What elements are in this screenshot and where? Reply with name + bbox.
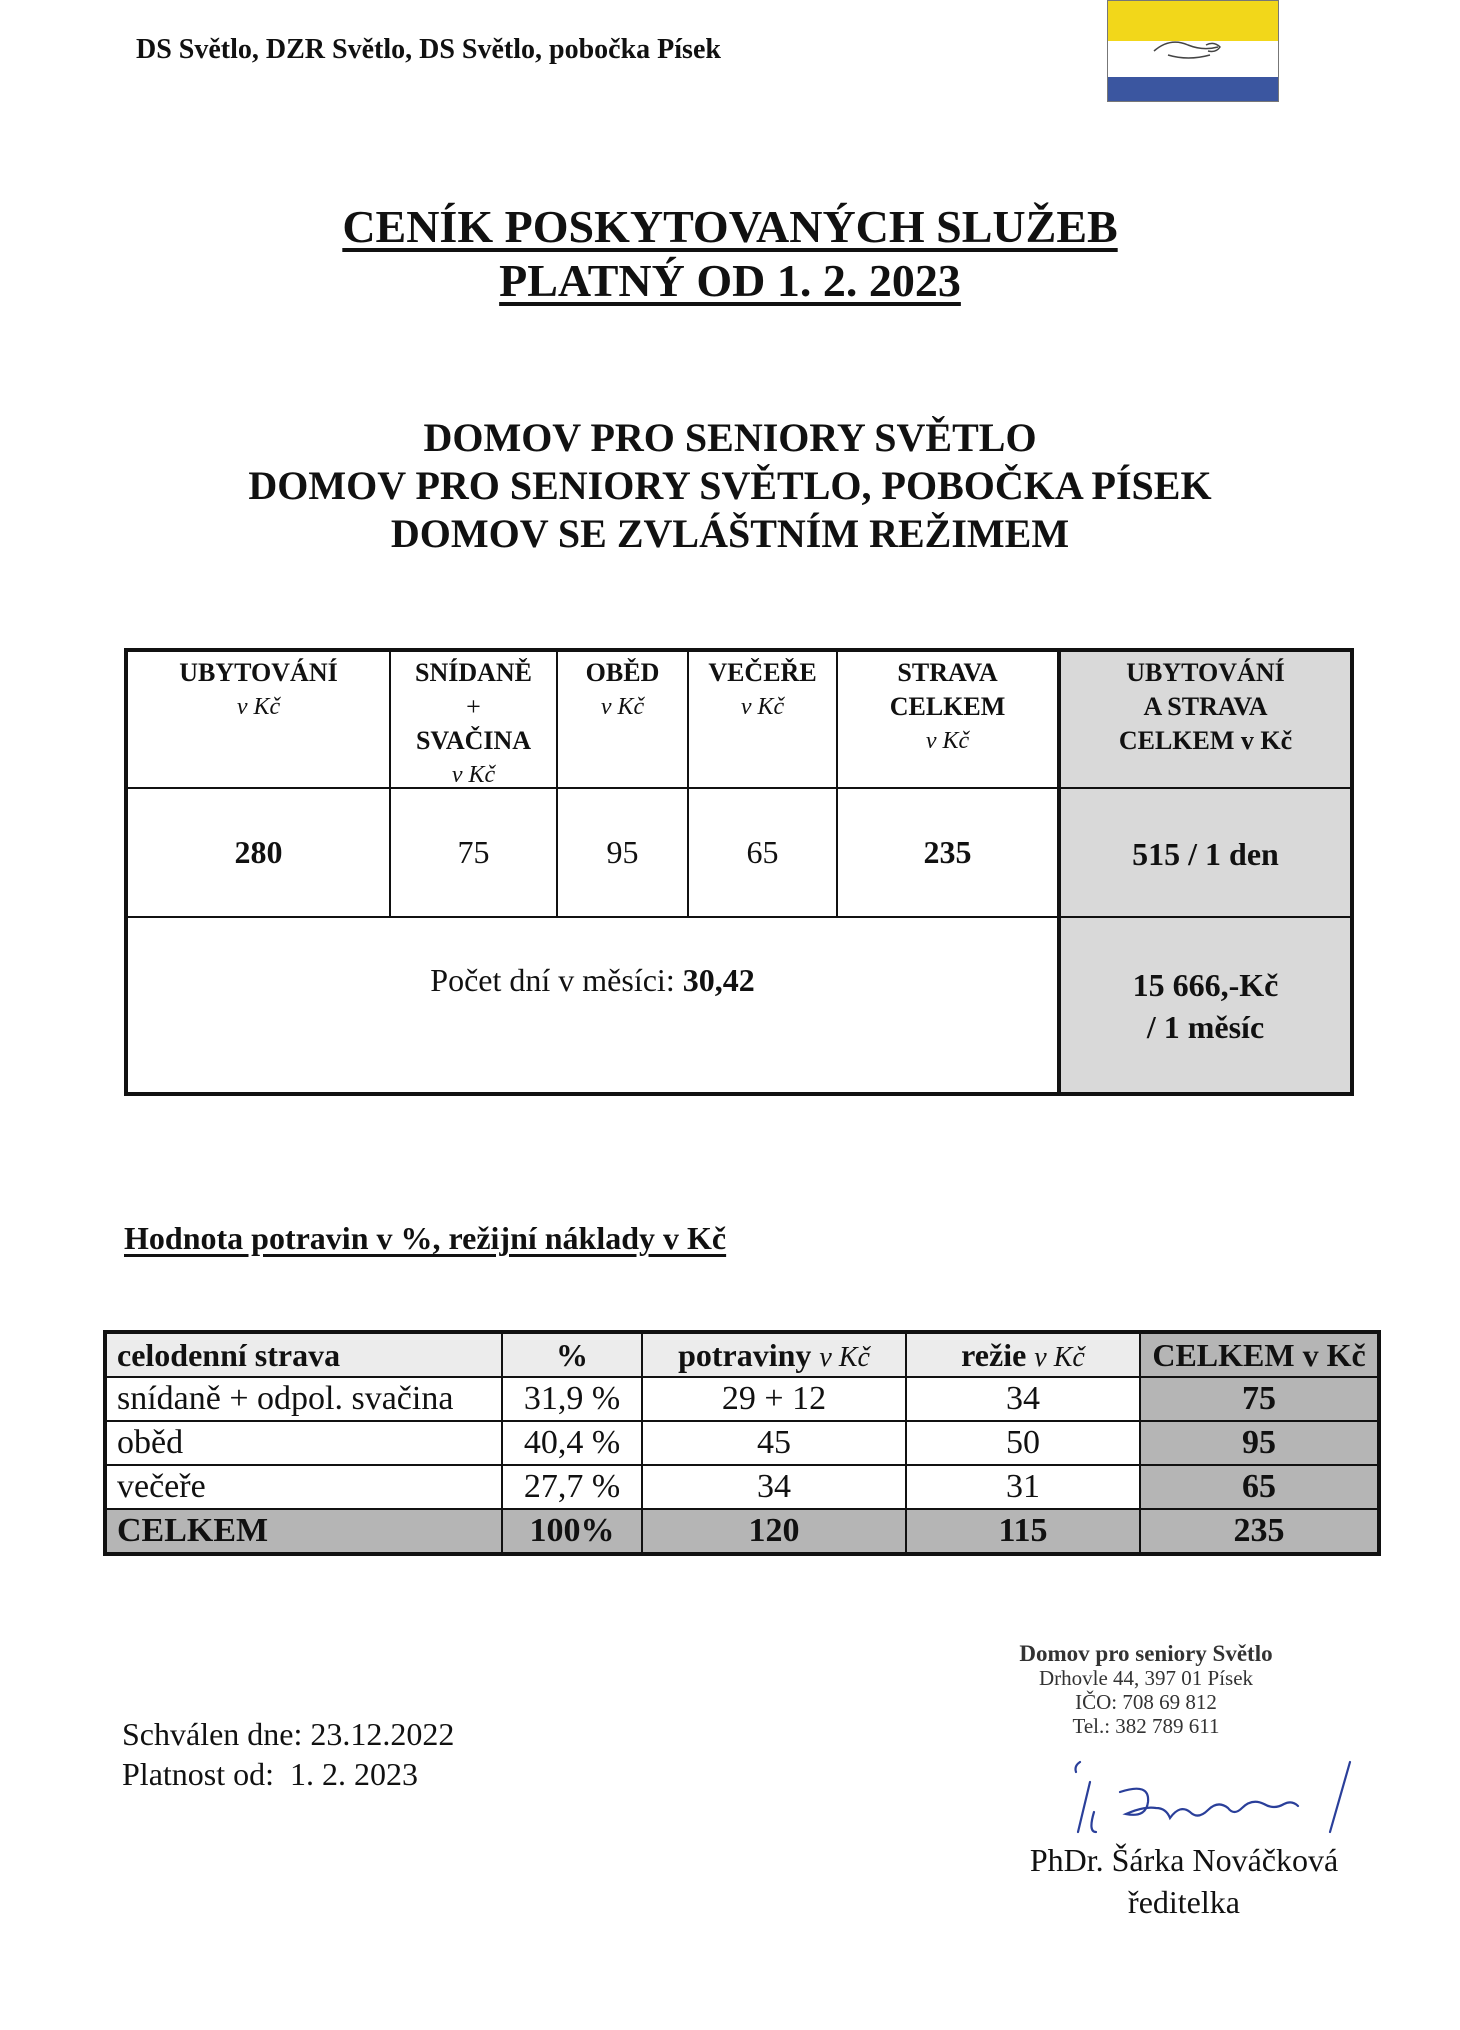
col-percent: % xyxy=(502,1332,642,1377)
days-in-month xyxy=(128,962,1057,999)
page-title-validity: PLATNÝ OD 1. 2. 2023 xyxy=(499,255,961,306)
facility-name: DOMOV PRO SENIORY SVĚTLO xyxy=(423,415,1037,460)
director-role: ředitelka xyxy=(1128,1884,1240,1920)
header-food-total: STRAVA CELKEM v Kč xyxy=(889,658,1006,754)
col-overhead: režie v Kč xyxy=(906,1332,1140,1377)
value-breakfast-snack: 75 xyxy=(457,834,490,870)
days-in-month-label: Počet dní v měsíci: xyxy=(430,962,683,998)
header-lunch: OBĚD v Kč xyxy=(585,658,660,720)
header-breakfast-snack: SNÍDANĚ + SVAČINA v Kč xyxy=(414,658,533,788)
facility-name: DOMOV PRO SENIORY SVĚTLO, POBOČKA PÍSEK xyxy=(248,463,1212,508)
table-total-row: CELKEM 100% 120 115 235 xyxy=(105,1509,1379,1554)
logo-drawing-icon xyxy=(1148,31,1238,67)
value-per-month: 15 666,-Kč / 1 měsíc xyxy=(1132,967,1279,1045)
price-table xyxy=(124,648,1354,1096)
signature-image xyxy=(1050,1752,1390,1842)
table-header-row xyxy=(105,1332,1379,1377)
header-accommodation: UBYTOVÁNÍ v Kč xyxy=(179,658,338,720)
days-in-month-value: 30,42 xyxy=(682,962,755,998)
food-value-heading: Hodnota potravin v %, režijní náklady v Kč xyxy=(124,1220,727,1256)
director-name: PhDr. Šárka Nováčková xyxy=(1029,1842,1339,1878)
col-food: potraviny v Kč xyxy=(642,1332,906,1377)
value-dinner: 65 xyxy=(746,834,779,870)
value-accommodation: 280 xyxy=(234,834,283,870)
value-food-total: 235 xyxy=(923,834,972,870)
header-dinner: VEČEŘE v Kč xyxy=(708,658,817,720)
table-row: oběd 40,4 % 45 50 95 xyxy=(105,1421,1379,1465)
validity-date: Platnost od: 1. 2. 2023 xyxy=(122,1756,419,1792)
col-meal: celodenní strava xyxy=(105,1332,502,1377)
page-title: CENÍK POSKYTOVANÝCH SLUŽEB xyxy=(342,201,1118,252)
header-organizations: DS Světlo, DZR Světlo, DS Světlo, pobočka Písek xyxy=(136,34,721,65)
organization-logo xyxy=(1107,0,1279,102)
organization-stamp: Domov pro seniory Světlo Drhovle 44, 397 01 Písek IČO: 708 69 812 Tel.: 382 789 611 xyxy=(1019,1641,1273,1738)
value-lunch: 95 xyxy=(606,834,639,870)
col-total: CELKEM v Kč xyxy=(1140,1332,1379,1377)
table-row: snídaně + odpol. svačina 31,9 % 29 + 12 34 75 xyxy=(105,1377,1379,1421)
food-cost-table xyxy=(103,1330,1381,1556)
header-grand-total: UBYTOVÁNÍ A STRAVA CELKEM v Kč xyxy=(1118,658,1293,755)
value-per-day: 515 / 1 den xyxy=(1132,836,1279,872)
facility-name: DOMOV SE ZVLÁŠTNÍM REŽIMEM xyxy=(390,511,1070,556)
table-row: večeře 27,7 % 34 31 65 xyxy=(105,1465,1379,1509)
approval-date: Schválen dne: 23.12.2022 xyxy=(122,1716,455,1752)
